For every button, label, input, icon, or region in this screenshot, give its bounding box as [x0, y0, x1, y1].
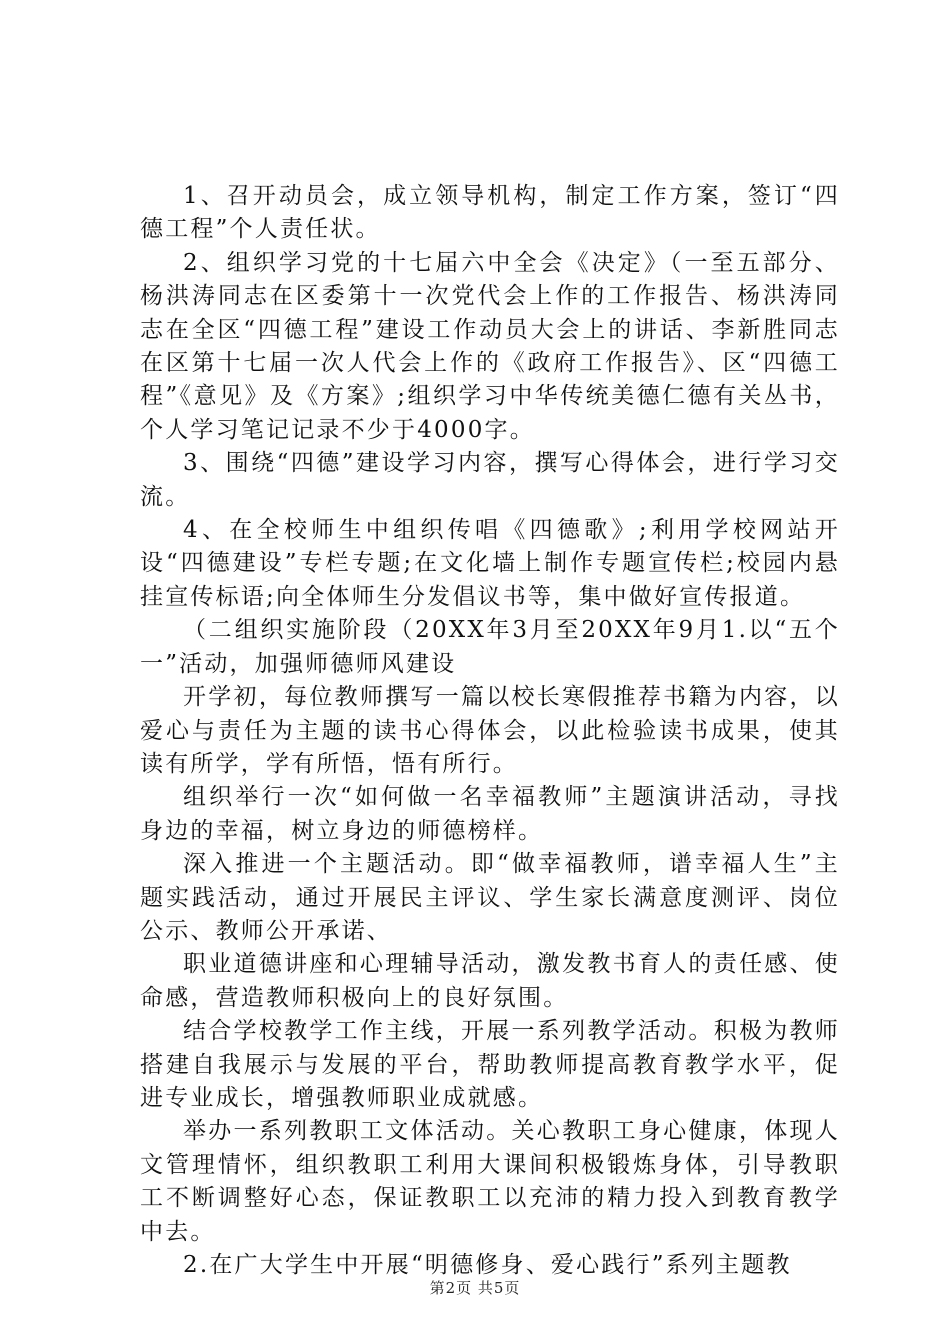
- paragraph: 2.在广大学生中开展“明德修身、爱心践行”系列主题教: [183, 1252, 792, 1278]
- paragraph: 4、在全校师生中组织传唱《四德歌》;利用学校网站开设“四德建设”专栏专题;在文化墙上制作专题宣传栏;校园内悬挂宣传标语;向全体师生分发倡议书等，集中做好宣传报道。: [140, 517, 840, 610]
- paragraph: 开学初，每位教师撰写一篇以校长寒假推荐书籍为内容，以爱心与责任为主题的读书心得体会，以此检验读书成果，使其读有所学，学有所悟，悟有所行。: [140, 684, 840, 777]
- paragraph: 1、召开动员会，成立领导机构，制定工作方案，签订“四德工程”个人责任状。: [140, 183, 840, 243]
- page-number-footer: 第2页 共5页: [429, 1279, 521, 1297]
- paragraph: 结合学校教学工作主线，开展一系列教学活动。积极为教师搭建自我展示与发展的平台，帮助教师提高教育教学水平，促进专业成长，增强教师职业成就感。: [140, 1018, 840, 1111]
- paragraph: 2、组织学习党的十七届六中全会《决定》（一至五部分、杨洪涛同志在区委第十一次党代会上作的工作报告、杨洪涛同志在全区“四德工程”建设工作动员大会上的讲话、李新胜同志在区第十七届一次人代会上作的《政府工作报告》、区“四德工程”《意见》及《方案》;组织学习中华传统美德仁德有关丛书，个人学习笔记记录不少于4000字。: [140, 249, 840, 443]
- paragraph: 职业道德讲座和心理辅导活动，激发教书育人的责任感、使命感，营造教师积极向上的良好氛围。: [140, 951, 840, 1011]
- paragraph: 深入推进一个主题活动。即“做幸福教师，谱幸福人生”主题实践活动，通过开展民主评议、学生家长满意度测评、岗位公示、教师公开承诺、: [140, 851, 840, 944]
- paragraph: 组织举行一次“如何做一名幸福教师”主题演讲活动，寻找身边的幸福，树立身边的师德榜样。: [140, 784, 840, 844]
- document-body: [140, 180, 840, 1282]
- paragraph: 举办一系列教职工文体活动。关心教职工身心健康，体现人文管理情怀，组织教职工利用大课间积极锻炼身体，引导教职工不断调整好心态，保证教职工以充沛的精力投入到教育教学中去。: [140, 1118, 840, 1245]
- paragraph: 3、围绕“四德”建设学习内容，撰写心得体会，进行学习交流。: [140, 450, 840, 510]
- section-heading-paragraph: （二组织实施阶段（20XX年3月至20XX年9月1.以“五个一”活动，加强师德师风建设: [140, 617, 840, 677]
